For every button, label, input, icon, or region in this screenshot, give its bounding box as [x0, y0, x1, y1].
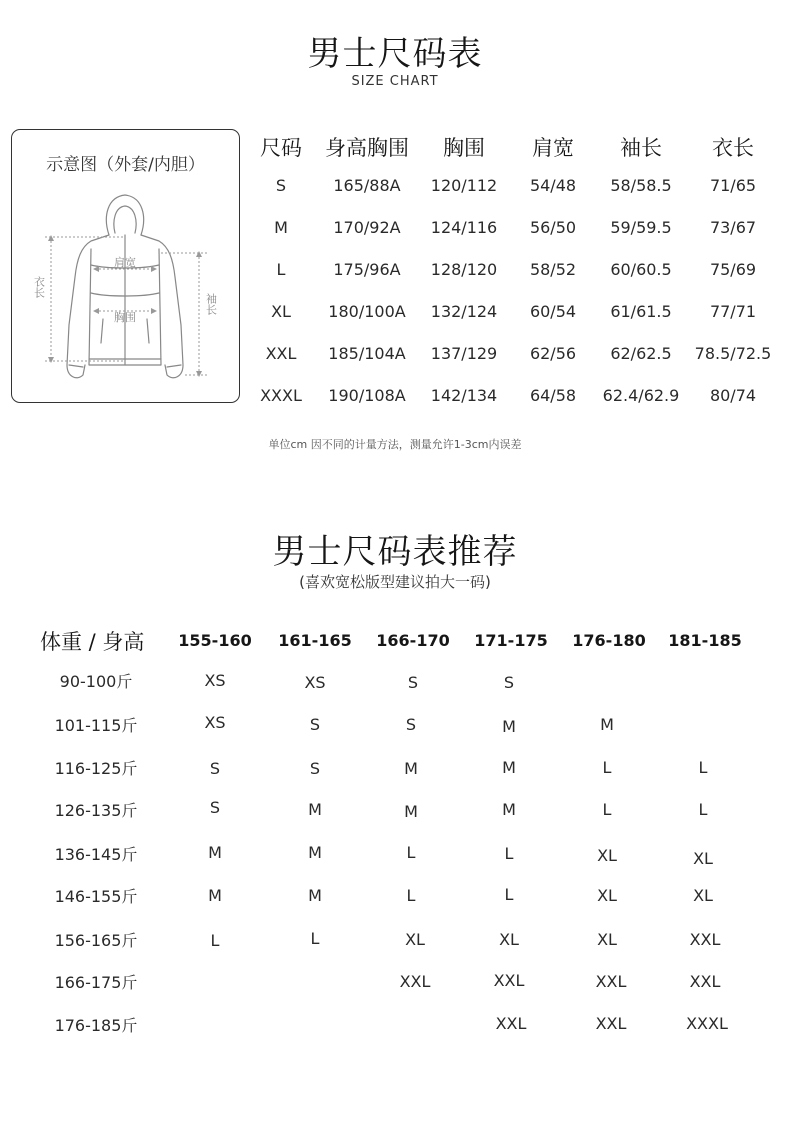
size-chart-title: 男士尺码表 — [307, 34, 483, 74]
t1-cell: 64/58 — [529, 386, 577, 405]
t1-header-height-chest: 身高胸围 — [325, 136, 409, 160]
t1-cell: 58/52 — [529, 260, 577, 279]
t1-cell: 62.4/62.9 — [602, 386, 680, 405]
label-length: 衣长 — [32, 276, 46, 298]
size-chart-subtitle: SIZE CHART — [351, 74, 439, 89]
t1-cell: 170/92A — [333, 218, 401, 237]
t2-cell: S — [405, 715, 417, 734]
t2-cell: XXL — [493, 971, 525, 990]
label-shoulder: 肩宽 — [114, 256, 136, 269]
t1-cell: 62/62.5 — [610, 344, 672, 363]
t1-header-shoulder: 肩宽 — [532, 136, 574, 160]
t1-cell: 61/61.5 — [610, 302, 672, 321]
t2-cell: L — [310, 929, 320, 948]
jacket-diagram — [11, 129, 240, 403]
t2-cell: S — [503, 673, 515, 692]
t2-weight: 126-135斤 — [54, 801, 138, 820]
label-chest: 胸围 — [114, 311, 136, 324]
t2-cell: S — [407, 673, 419, 692]
t1-cell: 58/58.5 — [610, 176, 672, 195]
t2-height-header: 161-165 — [278, 631, 352, 650]
t2-cell: XS — [304, 673, 326, 692]
t2-cell: S — [309, 759, 321, 778]
t2-cell: L — [210, 931, 220, 950]
t2-corner-header: 体重 / 身高 — [40, 630, 145, 654]
t1-header-size: 尺码 — [260, 136, 302, 160]
t2-cell: XS — [204, 713, 226, 732]
t2-cell: M — [404, 802, 418, 821]
t2-cell: XXL — [595, 1014, 627, 1033]
t2-height-header: 181-185 — [668, 631, 742, 650]
t1-cell: 132/124 — [430, 302, 498, 321]
t1-cell: 59/59.5 — [610, 218, 672, 237]
t2-cell: M — [208, 886, 222, 905]
t1-cell: 142/134 — [430, 386, 498, 405]
t1-cell: L — [276, 260, 286, 279]
t2-cell: XL — [597, 846, 617, 865]
t2-cell: S — [309, 715, 321, 734]
t2-cell: M — [502, 717, 516, 736]
t2-cell: XL — [499, 930, 519, 949]
t2-height-header: 176-180 — [572, 631, 646, 650]
t2-cell: XXL — [689, 930, 721, 949]
t2-cell: M — [208, 843, 222, 862]
label-sleeve: 袖长 — [204, 293, 218, 315]
t2-cell: M — [502, 758, 516, 777]
t2-cell: XXXL — [686, 1014, 728, 1033]
t1-cell: 137/129 — [430, 344, 498, 363]
recommend-title: 男士尺码表推荐 — [272, 532, 518, 572]
t1-cell: S — [275, 176, 287, 195]
t1-header-length: 衣长 — [712, 136, 754, 160]
t2-cell: S — [209, 798, 221, 817]
t1-cell: XL — [271, 302, 291, 321]
t2-cell: XXL — [399, 972, 431, 991]
t2-weight: 176-185斤 — [54, 1016, 138, 1035]
t2-cell: XL — [597, 886, 617, 905]
t2-cell: XS — [204, 671, 226, 690]
t2-cell: XL — [693, 849, 713, 868]
t2-cell: M — [308, 843, 322, 862]
t2-cell: M — [404, 759, 418, 778]
t1-cell: 128/120 — [430, 260, 498, 279]
t1-cell: 185/104A — [328, 344, 406, 363]
t1-cell: XXL — [265, 344, 297, 363]
t1-cell: 60/60.5 — [610, 260, 672, 279]
t1-header-sleeve: 袖长 — [620, 136, 662, 160]
t2-weight: 116-125斤 — [54, 759, 138, 778]
t2-cell: XL — [597, 930, 617, 949]
t1-cell: 120/112 — [430, 176, 498, 195]
t1-cell: 77/71 — [709, 302, 757, 321]
t2-weight: 146-155斤 — [54, 887, 138, 906]
t2-cell: S — [209, 759, 221, 778]
t2-cell: M — [600, 715, 614, 734]
t2-cell: XXL — [595, 972, 627, 991]
t2-cell: L — [698, 800, 708, 819]
t1-cell: 71/65 — [709, 176, 757, 195]
t2-cell: M — [502, 800, 516, 819]
t2-weight: 156-165斤 — [54, 931, 138, 950]
t2-cell: L — [602, 800, 612, 819]
t1-cell: 62/56 — [529, 344, 577, 363]
t2-cell: L — [698, 758, 708, 777]
t2-cell: XL — [693, 886, 713, 905]
t2-weight: 101-115斤 — [54, 716, 138, 735]
t2-cell: XXL — [689, 972, 721, 991]
measurement-note: 单位cm 因不同的计量方法，测量允许1-3cm内误差 — [268, 438, 522, 451]
t2-cell: M — [308, 800, 322, 819]
t2-cell: M — [308, 886, 322, 905]
t2-cell: L — [406, 843, 416, 862]
recommend-subtitle: (喜欢宽松版型建议拍大一码) — [299, 573, 491, 591]
t2-weight: 90-100斤 — [59, 672, 133, 691]
t2-cell: L — [504, 844, 514, 863]
t1-header-chest: 胸围 — [443, 136, 485, 160]
t1-cell: 180/100A — [328, 302, 406, 321]
t2-weight: 166-175斤 — [54, 973, 138, 992]
t1-cell: M — [274, 218, 288, 237]
t1-cell: 56/50 — [529, 218, 577, 237]
t2-cell: XXL — [495, 1014, 527, 1033]
diagram-caption: 示意图（外套/内胆） — [46, 155, 205, 175]
t2-cell: L — [504, 885, 514, 904]
t2-cell: L — [406, 886, 416, 905]
t1-cell: 60/54 — [529, 302, 577, 321]
t1-cell: 80/74 — [709, 386, 757, 405]
t2-height-header: 171-175 — [474, 631, 548, 650]
jacket-outline — [67, 195, 183, 378]
t1-cell: 73/67 — [709, 218, 757, 237]
t1-cell: 54/48 — [529, 176, 577, 195]
t1-cell: XXXL — [260, 386, 302, 405]
t2-height-header: 155-160 — [178, 631, 252, 650]
t2-weight: 136-145斤 — [54, 845, 138, 864]
t2-height-header: 166-170 — [376, 631, 450, 650]
t2-cell: L — [602, 758, 612, 777]
t1-cell: 165/88A — [333, 176, 401, 195]
t2-cell: XL — [405, 930, 425, 949]
t1-cell: 175/96A — [333, 260, 401, 279]
t1-cell: 124/116 — [430, 218, 498, 237]
t1-cell: 78.5/72.5 — [694, 344, 772, 363]
t1-cell: 190/108A — [328, 386, 406, 405]
t1-cell: 75/69 — [709, 260, 757, 279]
